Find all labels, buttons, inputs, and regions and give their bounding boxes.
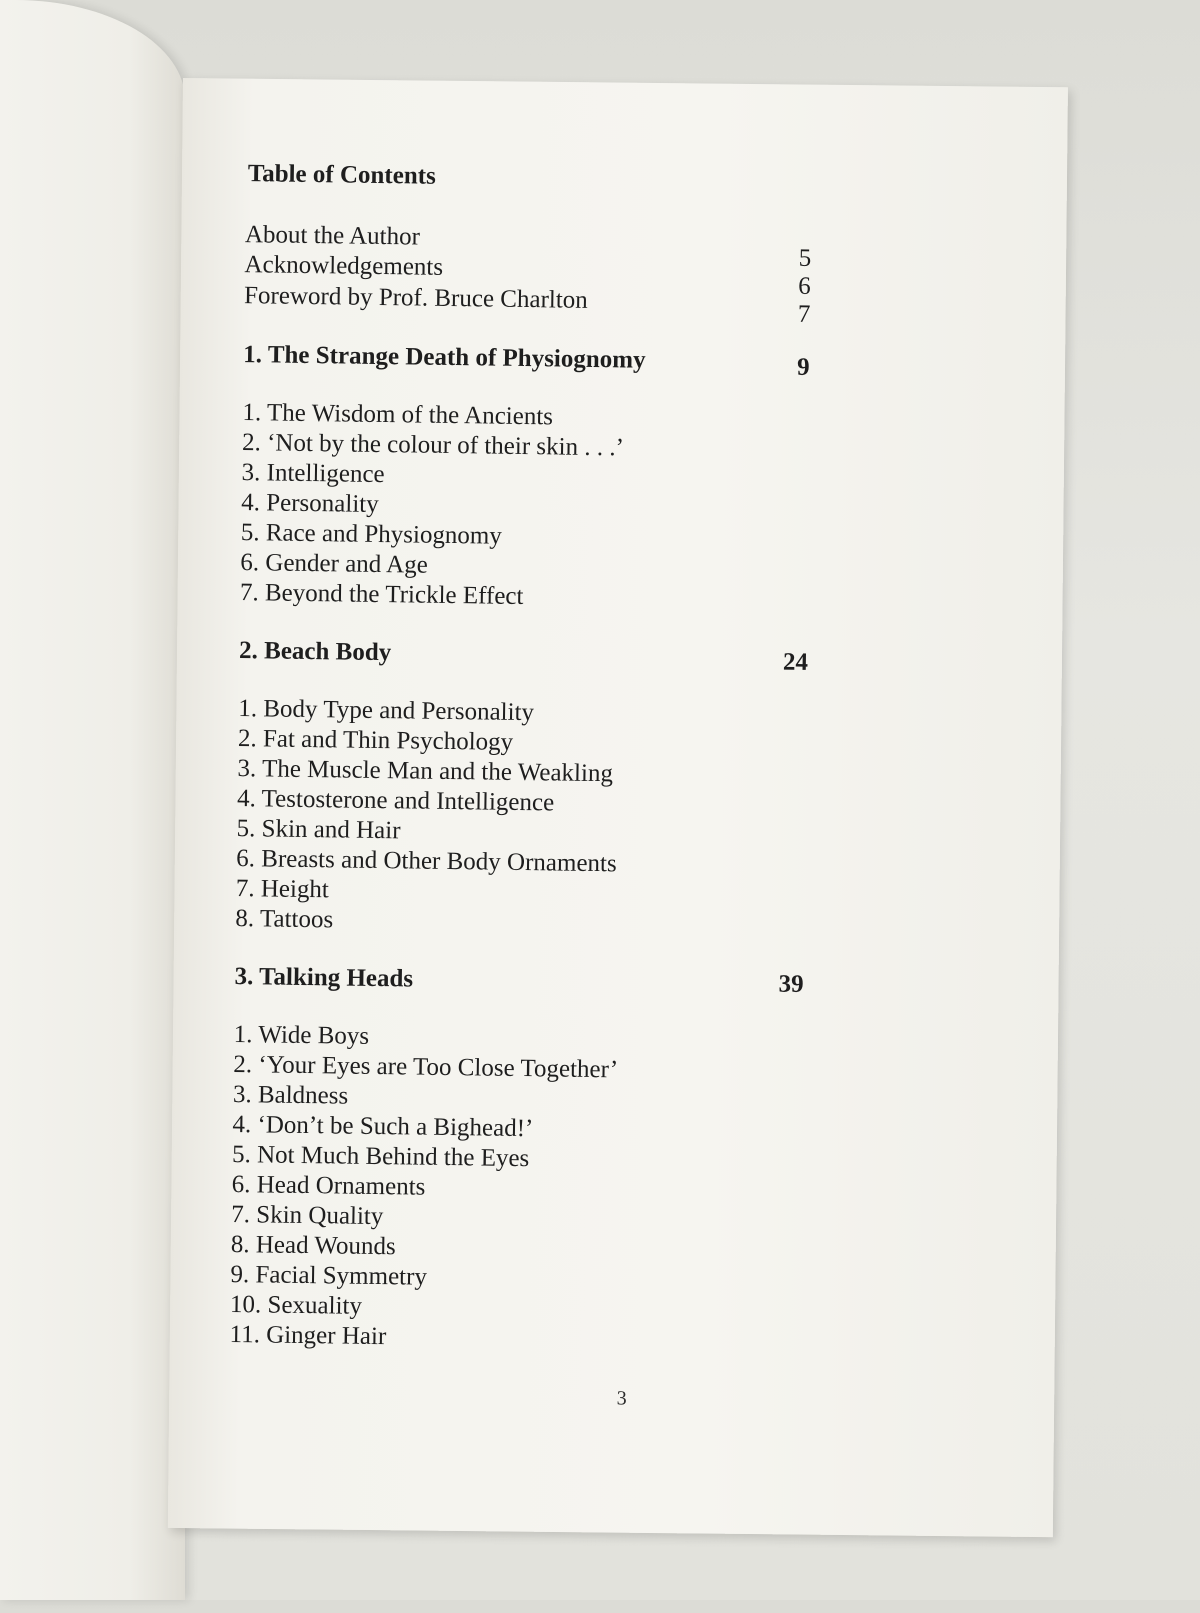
section-entry: 2. ‘Your Eyes are Too Close Together’	[233, 1050, 619, 1084]
section-entry: 1. Body Type and Personality	[238, 695, 535, 727]
section-entry: 2. ‘Not by the colour of their skin . . .’	[241, 429, 625, 462]
toc-entry-about-author: About the Author	[244, 221, 421, 251]
section-entry: 3. The Muscle Man and the Weakling	[237, 755, 614, 788]
toc-page-number: 6	[798, 272, 811, 300]
section-entry: 6. Head Ornaments	[231, 1170, 426, 1201]
section-entry: 10. Sexuality	[229, 1290, 363, 1320]
section-entry: 3. Intelligence	[241, 459, 385, 489]
section-entry: 3. Baldness	[232, 1080, 349, 1110]
toc-page-number: 5	[798, 244, 812, 272]
section-entry: 6. Breasts and Other Body Ornaments	[236, 845, 617, 878]
section-entry: 7. Beyond the Trickle Effect	[239, 579, 524, 610]
section-entry: 1. Wide Boys	[233, 1020, 370, 1050]
section-entry: 5. Skin and Hair	[236, 815, 401, 845]
section-entry: 9. Facial Symmetry	[230, 1260, 428, 1291]
chapter-heading: 1. The Strange Death of Physiognomy	[243, 341, 646, 374]
chapter-heading: 2. Beach Body	[238, 637, 392, 667]
section-entry: 4. ‘Don’t be Such a Bighead!’	[232, 1110, 534, 1143]
chapter-heading: 3. Talking Heads	[234, 963, 414, 993]
section-entry: 4. Personality	[241, 489, 379, 518]
toc-entry-foreword: Foreword by Prof. Bruce Charlton	[243, 282, 588, 314]
section-entry: 8. Tattoos	[235, 905, 334, 934]
section-entry: 4. Testosterone and Intelligence	[236, 785, 555, 817]
toc-page-number: 7	[797, 300, 811, 328]
page-folio: 3	[616, 1387, 627, 1410]
section-entry: 7. Height	[235, 875, 330, 904]
chapter-page-number: 39	[778, 970, 804, 998]
toc-entry-acknowledgements: Acknowledgements	[244, 251, 444, 281]
section-entry: 11. Ginger Hair	[229, 1320, 387, 1351]
chapter-page-number: 24	[782, 648, 809, 676]
section-entry: 7. Skin Quality	[231, 1200, 384, 1231]
section-entry: 8. Head Wounds	[230, 1230, 396, 1261]
chapter-page-number: 9	[796, 353, 810, 381]
section-entry: 2. Fat and Thin Psychology	[237, 725, 514, 756]
section-entry: 6. Gender and Age	[240, 549, 429, 579]
section-entry: 1. The Wisdom of the Ancients	[242, 399, 554, 431]
section-entry: 5. Race and Physiognomy	[240, 519, 503, 550]
toc-title: Table of Contents	[247, 160, 436, 190]
section-entry: 5. Not Much Behind the Eyes	[231, 1140, 530, 1173]
